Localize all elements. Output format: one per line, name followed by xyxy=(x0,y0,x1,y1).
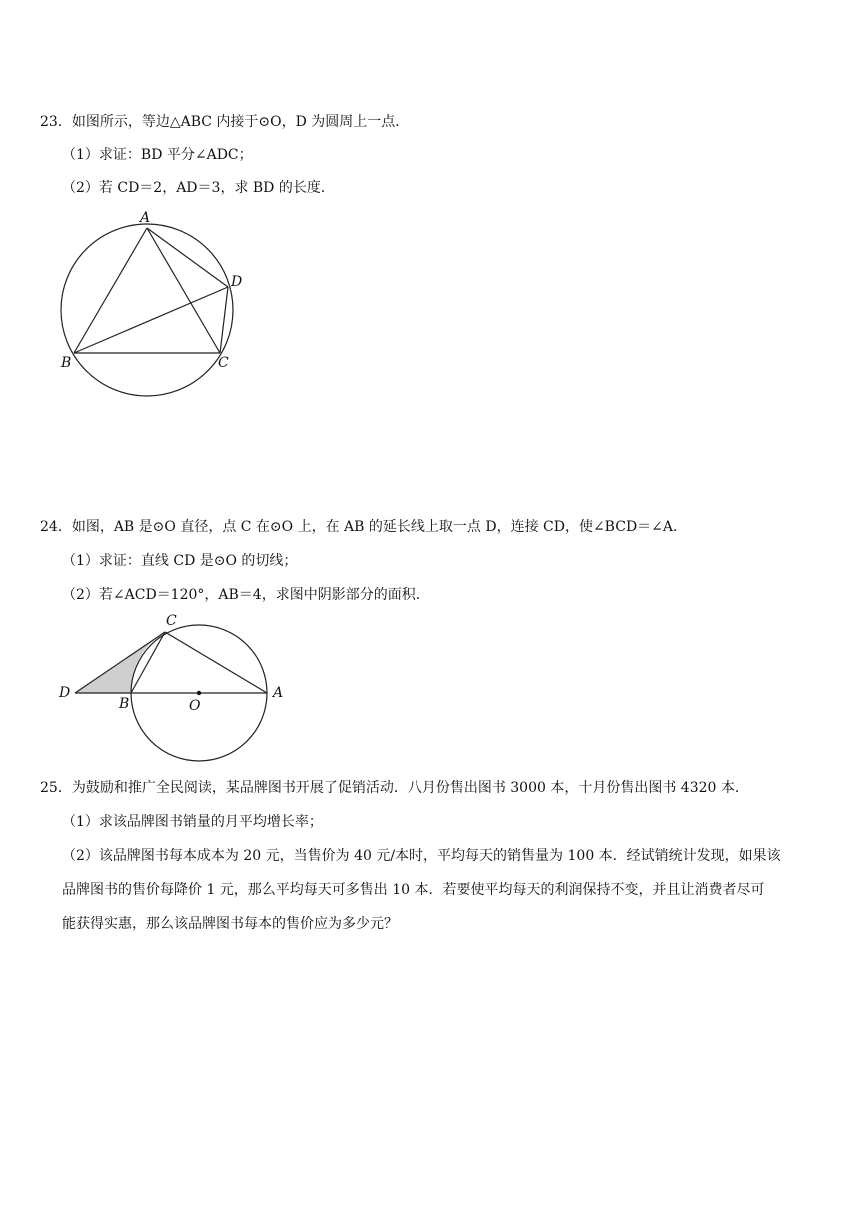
q23-figure xyxy=(50,205,250,405)
segment-ab xyxy=(74,228,147,353)
label-b: B xyxy=(61,355,72,371)
label-c: C xyxy=(218,355,229,371)
q25-stem: 25．为鼓励和推广全民阅读，某品牌图书开展了促销活动．八月份售出图书 3000 本，十月份售出图书 4320 本． xyxy=(40,780,749,796)
label-d: D xyxy=(231,274,243,290)
label-o: O xyxy=(189,698,201,714)
q23-stem: 23．如图所示，等边△ABC 内接于⊙O，D 为圆周上一点． xyxy=(40,114,410,130)
q23-part1: （1）求证：BD 平分∠ADC； xyxy=(62,147,253,163)
q25-part1: （1）求该品牌图书销量的月平均增长率； xyxy=(62,814,323,830)
label-a: A xyxy=(140,210,151,226)
q24-part1: （1）求证：直线 CD 是⊙O 的切线； xyxy=(62,553,298,569)
q24-stem: 24．如图，AB 是⊙O 直径，点 C 在⊙O 上，在 AB 的延长线上取一点 D，连接 CD，使∠BCD＝∠A． xyxy=(40,519,688,535)
q24-figure xyxy=(55,608,295,768)
q25-part2-line3: 能获得实惠，那么该品牌图书每本的售价应为多少元？ xyxy=(62,916,398,932)
label-d: D xyxy=(59,685,71,701)
segment-ca xyxy=(165,632,267,693)
label-c: C xyxy=(166,613,177,629)
q24-part2: （2）若∠ACD＝120°，AB＝4，求图中阴影部分的面积． xyxy=(62,587,430,603)
q23-part2: （2）若 CD＝2，AD＝3，求 BD 的长度． xyxy=(62,180,335,196)
label-a: A xyxy=(273,685,284,701)
center-point-o xyxy=(197,691,201,695)
q25-part2-line2: 品牌图书的售价每降价 1 元，那么平均每天可多售出 10 本．若要使平均每天的利润保持不变，并且让消费者尽可 xyxy=(62,882,765,898)
segment-ac xyxy=(147,228,220,353)
circle-o xyxy=(61,224,233,396)
segment-bd xyxy=(74,287,228,353)
q25-part2-line1: （2）该品牌图书每本成本为 20 元，当售价为 40 元/本时，平均每天的销售量为 100 本．经试销统计发现，如果该 xyxy=(62,848,781,864)
label-b: B xyxy=(119,696,130,712)
